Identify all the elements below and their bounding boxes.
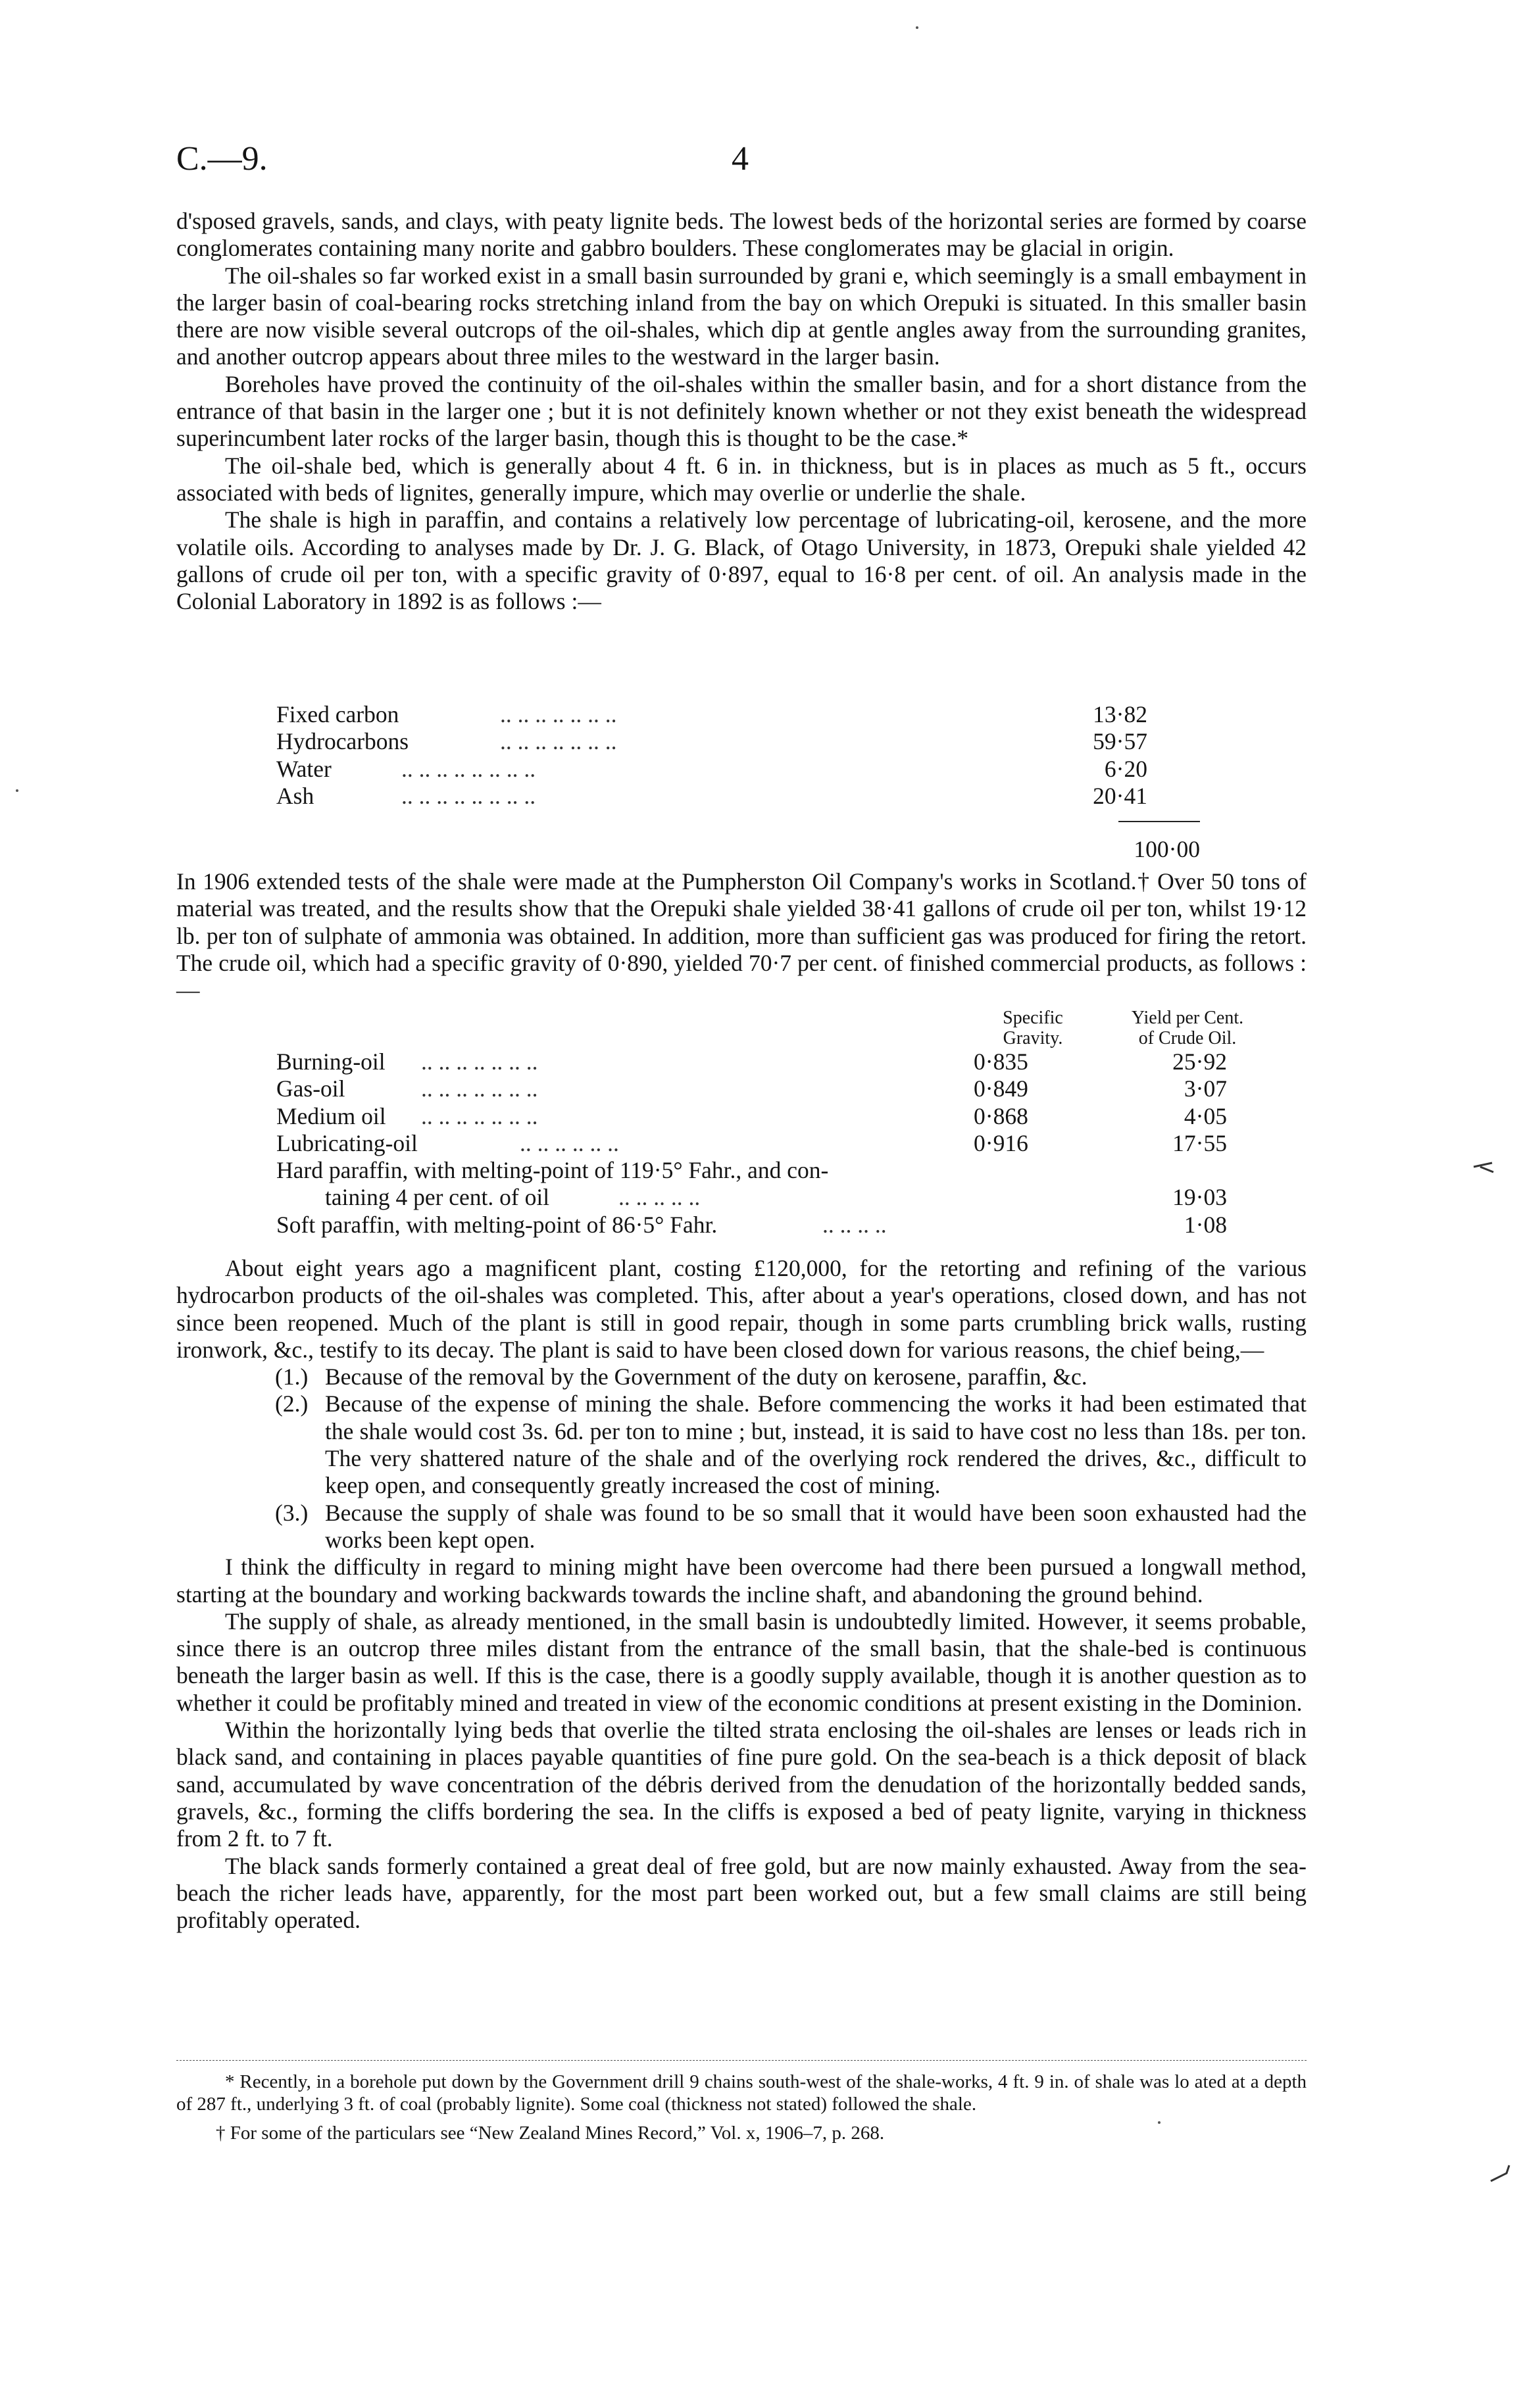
scan-speck: [916, 26, 918, 29]
list-text: Because of the removal by the Government of the duty on kerosene, paraffin, &c.: [325, 1364, 1087, 1390]
col-header-yield: Yield per Cent.: [1131, 1008, 1244, 1028]
analysis-label: Ash: [276, 782, 314, 809]
dot-leaders: .. .. .. .. ..: [618, 1184, 701, 1211]
list-item: [176, 1364, 1307, 1390]
table-row: [276, 1075, 1303, 1102]
col-header-yield: of Crude Oil.: [1138, 1028, 1237, 1048]
paragraph: I think the difficulty in regard to mining might have been overcome had there been pursued a longwall method, starting at the boundary and working backwards towards the incline shaft, and abandoning the ground behind.: [176, 1554, 1307, 1608]
table-row: [276, 728, 1237, 755]
page-number: 4: [732, 140, 749, 178]
analysis-total: 100·00: [1134, 836, 1200, 862]
scan-mark: [1471, 1158, 1497, 1177]
list-item: [176, 1500, 1307, 1554]
paragraph: The oil-shales so far worked exist in a small basin surrounded by grani e, which seemingly is a small embayment in the larger basin of coal-bearing rocks stretching inland from the bay on which Orepuki is situated. In this smaller basin there are now visible several outcrops of the oil-shales, which dip at gentle angles away from the surrounding granites, and another outcrop appears about three miles to the westward in the larger basin.: [176, 262, 1307, 370]
footnotes: [176, 2071, 1307, 2144]
list-number: (1.): [275, 1364, 309, 1390]
table-row: [276, 783, 1237, 810]
list-number: (2.): [275, 1390, 309, 1417]
dot-leaders: .. .. .. .. .. .. ..: [421, 1075, 538, 1102]
product-yield: 3·07: [1184, 1075, 1227, 1102]
product-yield: 19·03: [1172, 1184, 1227, 1211]
dot-leaders: .. .. .. ..: [822, 1211, 887, 1238]
paragraph: In 1906 extended tests of the shale were made at the Pumpherston Oil Company's works in Scotland.† Over 50 tons of material was treated, and the results show that the Orepuki shale yielded 38·41 gallons of crude oil per ton, whilst 19·12 lb. per ton of sulphate of ammonia was obtained. In addition, more than sufficient gas was produced for firing the retort. The crude oil, which had a specific gravity of 0·890, yielded 70·7 per cent. of finished commercial products, as follows :—: [176, 868, 1307, 1004]
scan-mark: [1487, 2161, 1513, 2188]
document-reference: C.—9.: [176, 140, 268, 178]
product-gravity: 0·916: [974, 1129, 1028, 1156]
product-label: Medium oil: [276, 1102, 386, 1129]
paragraph: Within the horizontally lying beds that overlie the tilted strata enclosing the oil-shales are lenses or leads rich in black sand, and containing in places payable quantities of fine pure gold. On the sea-beach is a thick deposit of black sand, accumulated by wave concentration of the débris derived from the denudation of the horizontally bedded sands, gravels, &c., forming the cliffs bordering the sea. In the cliffs is exposed a bed of peaty lignite, varying in thickness from 2 ft. to 7 ft.: [176, 1717, 1307, 1852]
dot-leaders: .. .. .. .. .. ..: [520, 1129, 619, 1156]
table-row: [276, 1184, 1303, 1211]
col-header-gravity: Specific: [1003, 1008, 1063, 1028]
table-row: [276, 1130, 1303, 1157]
table-row: [276, 1048, 1303, 1075]
table-row: [276, 1157, 1303, 1184]
product-yield: 25·92: [1172, 1048, 1227, 1075]
paragraph: The oil-shale bed, which is generally about 4 ft. 6 in. in thickness, but is in places as much as 5 ft., occurs associated with beds of lignites, generally impure, which may overlie or underlie the shale.: [176, 452, 1307, 506]
paragraph: About eight years ago a magnificent plant, costing £120,000, for the retorting and refining of the various hydrocarbon products of the oil-shales was completed. This, after about a year's operations, closed down, and has not since been reopened. Much of the plant is still in good repair, though in some parts crumbling brick walls, rusting ironwork, &c., testify to its decay. The plant is said to have been closed down for various reasons, the chief being,—: [176, 1255, 1307, 1363]
paragraph: d'sposed gravels, sands, and clays, with peaty lignite beds. The lowest beds of the horizontal series are formed by coarse conglomerates containing many norite and gabbro boulders. These conglomerates may be glacial in origin.: [176, 208, 1307, 262]
paragraph: The black sands formerly contained a great deal of free gold, but are now mainly exhausted. Away from the sea-beach the richer leads have, apparently, for the most part been worked out, but a few small claims are still being profitably operated.: [176, 1852, 1307, 1934]
table-row: [276, 756, 1237, 783]
dot-leaders: .. .. .. .. .. .. .. ..: [401, 782, 536, 809]
dot-leaders: .. .. .. .. .. .. ..: [421, 1048, 538, 1075]
table-row: [276, 701, 1237, 728]
product-yield: 1·08: [1184, 1211, 1227, 1238]
list-item: [176, 1390, 1307, 1499]
product-label: Burning-oil: [276, 1048, 386, 1075]
footnote: * Recently, in a borehole put down by the Government drill 9 chains south-west of the shale-works, 4 ft. 9 in. of shale was lo ated at a depth of 287 ft., underlying 3 ft. of coal (probably lignite). Some coal (thickness not stated) followed the shale.: [176, 2071, 1307, 2115]
body-section-3: [176, 1255, 1307, 1934]
products-table: [276, 1048, 1303, 1239]
analysis-value: 13·82: [1093, 701, 1147, 727]
total-rule: [1118, 821, 1200, 822]
analysis-label: Water: [276, 755, 332, 782]
dot-leaders: .. .. .. .. .. .. ..: [421, 1102, 538, 1129]
body-section-2: [176, 868, 1307, 1004]
analysis-value: 59·57: [1093, 728, 1147, 755]
scan-speck: [1158, 2121, 1161, 2124]
table-row: [276, 1212, 1303, 1239]
product-yield: 17·55: [1172, 1129, 1227, 1156]
col-header-gravity: Gravity.: [1003, 1028, 1063, 1048]
footnote-rule: [176, 2060, 1307, 2061]
product-label: Lubricating-oil: [276, 1129, 418, 1156]
dot-leaders: .. .. .. .. .. .. ..: [500, 701, 617, 727]
footnote: † For some of the particulars see “New Zealand Mines Record,” Vol. x, 1906–7, p. 268.: [216, 2123, 885, 2144]
paragraph: The supply of shale, as already mentioned, in the small basin is undoubtedly limited. However, it seems probable, since there is an outcrop three miles distant from the entrance of the small basin, that the shale-bed is continuous beneath the larger basin as well. If this is the case, there is a goodly supply available, though it is another question as to whether it could be profitably mined and treated in view of the economic conditions at present existing in the Dominion.: [176, 1608, 1307, 1716]
analysis-label: Hydrocarbons: [276, 728, 409, 755]
product-label: Soft paraffin, with melting-point of 86·5° Fahr.: [276, 1211, 718, 1238]
product-gravity: 0·849: [974, 1075, 1028, 1102]
table-row: [276, 1103, 1303, 1130]
product-label: Hard paraffin, with melting-point of 119·5° Fahr., and con-: [276, 1157, 829, 1184]
list-text: Because of the expense of mining the shale. Before commencing the works it had been estimated that the shale would cost 3s. 6d. per ton to mine ; but, instead, it is said to have cost no less than 18s. per ton. The very shattered nature of the shale and of the overlying rock rendered the drives, &c., difficult to keep open, and consequently greatly increased the cost of mining.: [325, 1390, 1307, 1499]
dot-leaders: .. .. .. .. .. .. ..: [500, 728, 617, 755]
product-gravity: 0·868: [974, 1102, 1028, 1129]
analysis-table: [276, 701, 1237, 810]
scan-speck: [16, 789, 18, 792]
list-text: Because the supply of shale was found to be so small that it would have been soon exhausted had the works been kept open.: [325, 1499, 1307, 1553]
list-number: (3.): [275, 1499, 309, 1526]
body-section-1: [176, 208, 1307, 615]
paragraph: The shale is high in paraffin, and contains a relatively low percentage of lubricating-oil, kerosene, and the more volatile oils. According to analyses made by Dr. J. G. Black, of Otago University, in 1873, Orepuki shale yielded 42 gallons of crude oil per ton, with a specific gravity of 0·897, equal to 16·8 per cent. of oil. An analysis made in the Colonial Laboratory in 1892 is as follows :—: [176, 506, 1307, 615]
product-label: taining 4 per cent. of oil: [325, 1184, 550, 1211]
analysis-value: 20·41: [1093, 782, 1147, 809]
product-gravity: 0·835: [974, 1048, 1028, 1075]
dot-leaders: .. .. .. .. .. .. .. ..: [401, 755, 536, 782]
analysis-value: 6·20: [1104, 755, 1147, 782]
product-yield: 4·05: [1184, 1102, 1227, 1129]
paragraph: Boreholes have proved the continuity of the oil-shales within the smaller basin, and for a short distance from the entrance of that basin in the larger one ; but it is not definitely known whether or not they exist beneath the widespread superincumbent later rocks of the larger basin, though this is thought to be the case.*: [176, 370, 1307, 452]
analysis-label: Fixed carbon: [276, 701, 399, 727]
product-label: Gas-oil: [276, 1075, 345, 1102]
